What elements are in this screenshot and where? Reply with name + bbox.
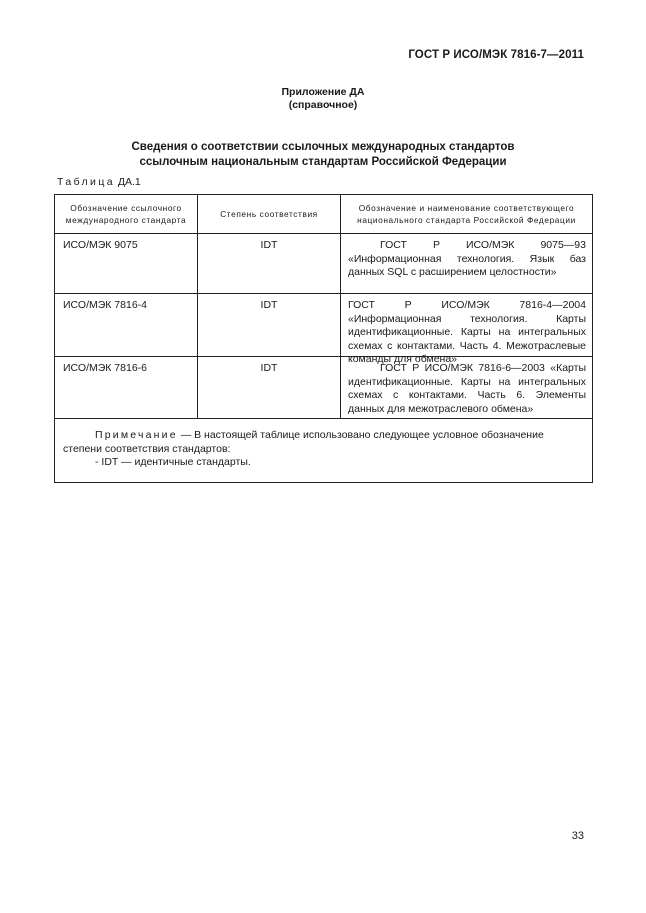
- table-note: [55, 419, 592, 482]
- header-international-standard: Обозначение ссылочного международного стандарта: [55, 195, 198, 234]
- note-label: Примечание: [95, 429, 178, 441]
- cell-international-standard: ИСО/МЭК 7816-6: [55, 357, 198, 419]
- cell-degree: IDT: [198, 234, 341, 294]
- cell-national-standard: ГОСТ Р ИСО/МЭК 9075—93 «Информационная технология. Язык баз данных SQL с расширением целостности»: [341, 234, 593, 294]
- table-caption-number: ДА.1: [114, 176, 141, 188]
- cell-international-standard: ИСО/МЭК 9075: [55, 234, 198, 294]
- note-text: — В настоящей таблице использовано следующее условное обозначение степени соответствия стандартов:: [63, 429, 544, 455]
- table-row: [55, 357, 593, 419]
- cell-national-standard: ГОСТ Р ИСО/МЭК 7816-6—2003 «Карты идентификационные. Карты на интегральных схемах с контактами. Часть 6. Элементы данных для межотраслевого обмена»: [341, 357, 593, 419]
- correspondence-table: [54, 194, 593, 483]
- table-note-cell: [55, 419, 593, 483]
- table-row: [55, 234, 593, 294]
- cell-national-standard: ГОСТ Р ИСО/МЭК 7816-4—2004 «Информационная технология. Карты идентификационные. Карты на интегральных схемах с контактами. Часть 4. Межотраслевые команды для обмена»: [341, 294, 593, 357]
- standard-code-header: ГОСТ Р ИСО/МЭК 7816-7—2011: [408, 49, 584, 61]
- cell-degree: IDT: [198, 294, 341, 357]
- cell-degree: IDT: [198, 357, 341, 419]
- annex-subtitle: (справочное): [288, 99, 358, 111]
- table-note-row: [55, 419, 593, 483]
- header-national-standard: Обозначение и наименование соответствующего национального стандарта Российской Федерации: [341, 195, 593, 234]
- document-title-line-2: ссылочным национальным стандартам Российской Федерации: [139, 156, 507, 168]
- table-row: [55, 294, 593, 357]
- table-header-row: [55, 195, 593, 234]
- note-item: - IDT — идентичные стандарты.: [95, 456, 251, 468]
- page-number: 33: [571, 830, 584, 842]
- table-caption: [57, 176, 141, 188]
- table-caption-word: Таблица: [57, 176, 115, 188]
- annex-title: Приложение ДА: [281, 86, 365, 98]
- cell-international-standard: ИСО/МЭК 7816-4: [55, 294, 198, 357]
- document-title-line-1: Сведения о соответствии ссылочных международных стандартов: [131, 141, 515, 153]
- header-degree-of-conformity: Степень соответствия: [198, 195, 341, 234]
